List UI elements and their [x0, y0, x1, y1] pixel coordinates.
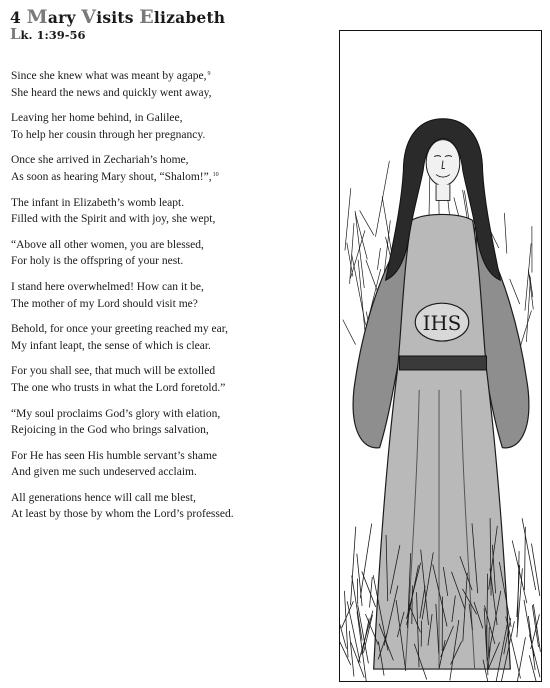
- belt: [399, 356, 486, 370]
- grass-blade: [343, 320, 356, 345]
- stanza: [11, 195, 329, 228]
- grass-blade: [360, 210, 374, 235]
- poem-line: [11, 169, 329, 186]
- poem-line: [11, 406, 329, 423]
- poem-line: [11, 68, 329, 85]
- poem-line-text: The mother of my Lord should visit me?: [11, 297, 198, 310]
- poem-line-text: Filled with the Spirit and with joy, she wept,: [11, 213, 216, 226]
- poem-line-text: To help her cousin through her pregnancy.: [11, 128, 206, 141]
- title-word-rest: ary: [47, 8, 76, 27]
- grass-blade: [517, 637, 526, 681]
- poem-line: [11, 380, 329, 397]
- poem-line: [11, 127, 329, 144]
- poem-line-text: Leaving her home behind, in Galilee,: [11, 112, 183, 125]
- grass-blade: [504, 213, 506, 254]
- poem-line: [11, 490, 329, 507]
- poem: [11, 68, 329, 532]
- grass-blade: [345, 188, 351, 250]
- monogram: IHS: [422, 312, 462, 336]
- poem-line-text: “Above all other women, you are blessed,: [11, 238, 204, 251]
- poem-line: [11, 253, 329, 270]
- grass-blade: [533, 604, 540, 652]
- poem-line-text: For you shall see, that much will be extolled: [11, 365, 216, 378]
- grass-blade: [510, 279, 520, 304]
- reference-initial: L: [10, 25, 21, 43]
- stanza: [11, 68, 329, 101]
- title-word: [81, 8, 133, 27]
- scripture-reference: [10, 27, 225, 42]
- title-word: [139, 8, 225, 27]
- heading: [10, 8, 225, 42]
- grass-blade: [532, 605, 538, 647]
- grass-blade: [341, 601, 353, 628]
- poem-line: [11, 506, 329, 523]
- poem-line-text: The infant in Elizabeth’s womb leapt.: [11, 196, 185, 209]
- page-title: [10, 8, 225, 27]
- stanza: [11, 237, 329, 270]
- poem-line-text: Rejoicing in the God who brings salvation,: [11, 424, 209, 437]
- poem-line: [11, 237, 329, 254]
- poem-line-text: Once she arrived in Zechariah’s home,: [11, 154, 189, 167]
- title-initial: M: [26, 6, 48, 28]
- poem-line: [11, 338, 329, 355]
- stanza: [11, 363, 329, 396]
- poem-line-text: As soon as hearing Mary shout, “Shalom!”,: [11, 170, 212, 183]
- reference-rest: k. 1:39-56: [20, 28, 86, 42]
- title-word: [27, 8, 76, 27]
- title-initial: V: [81, 6, 97, 28]
- poem-line: [11, 195, 329, 212]
- poem-line-text: At least by those by whom the Lord’s professed.: [11, 508, 234, 521]
- stanza: [11, 152, 329, 185]
- grass-blade: [355, 213, 367, 260]
- grass-blade: [358, 260, 365, 334]
- poem-line: [11, 464, 329, 481]
- grass-blade: [349, 631, 354, 677]
- poem-line-text: And given me such undeserved acclaim.: [11, 466, 197, 479]
- poem-line-text: For He has seen His humble servant’s shame: [11, 449, 218, 462]
- poem-line-text: I stand here overwhelmed! How can it be,: [11, 280, 204, 293]
- poem-line: [11, 279, 329, 296]
- footnote-marker: 9: [207, 71, 211, 77]
- poem-line: [11, 363, 329, 380]
- stanza: [11, 490, 329, 523]
- poem-line: [11, 321, 329, 338]
- grass-blade: [360, 524, 371, 599]
- poem-line-text: Behold, for once your greeting reached my ear,: [11, 323, 228, 336]
- poem-line-text: The one who trusts in what the Lord foretold.”: [11, 381, 226, 394]
- poem-line: [11, 422, 329, 439]
- grass-blade: [340, 637, 351, 665]
- title-initial: E: [139, 6, 154, 28]
- stanza: [11, 448, 329, 481]
- footnote-marker: 10: [212, 171, 219, 178]
- grass-blade: [528, 616, 535, 670]
- stanza: [11, 279, 329, 312]
- poem-line: [11, 152, 329, 169]
- poem-line: [11, 110, 329, 127]
- title-word-rest: lizabeth: [153, 8, 226, 27]
- title-word-rest: isits: [96, 8, 134, 27]
- poem-line: [11, 211, 329, 228]
- poem-line-text: For holy is the offspring of your nest.: [11, 255, 184, 268]
- chapter-number: 4: [10, 8, 21, 27]
- grass-blade: [377, 248, 380, 270]
- poem-line-text: “My soul proclaims God’s glory with elation,: [11, 407, 221, 420]
- illustration-drawing: [340, 31, 541, 681]
- mary-illustration: [339, 30, 542, 682]
- poem-line-text: Since she knew what was meant by agape,: [11, 70, 207, 82]
- poem-line-text: All generations hence will call me blest,: [11, 491, 196, 504]
- poem-line-text: My infant leapt, the sense of which is clear.: [11, 339, 211, 352]
- stanza: [11, 110, 329, 143]
- stanza: [11, 406, 329, 439]
- poem-line: [11, 85, 329, 102]
- poem-line: [11, 296, 329, 313]
- grass-blade: [524, 527, 525, 590]
- stanza: [11, 321, 329, 354]
- poem-line-text: She heard the news and quickly went away,: [11, 86, 212, 99]
- neck: [436, 185, 450, 201]
- grass-blade: [522, 518, 536, 590]
- poem-line: [11, 448, 329, 465]
